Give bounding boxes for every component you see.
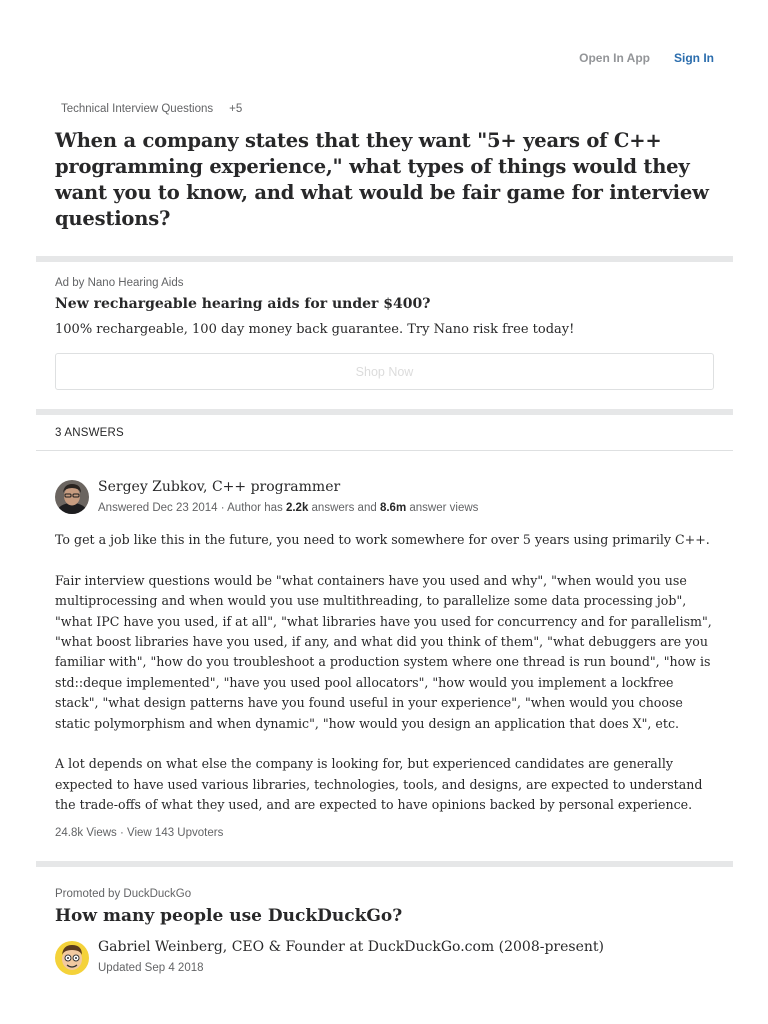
topic-list — [61, 103, 242, 115]
avatar-photo — [55, 480, 89, 514]
promoted-title[interactable]: How many people use DuckDuckGo? — [55, 906, 403, 926]
question-title: When a company states that they want "5+ years of C++ programming experience," what types of things would they want you to know, and what would be fair game for interview questions? — [55, 129, 709, 230]
shop-now-button[interactable]: Shop Now — [55, 353, 714, 390]
author-name[interactable]: Sergey Zubkov, C++ programmer — [98, 479, 341, 495]
views-total: 8.6m — [379, 502, 407, 514]
ad-sponsor: Ad by Nano Hearing Aids — [55, 277, 184, 289]
promoted-meta: Updated Sep 4 2018 — [98, 962, 204, 974]
header-links — [579, 51, 714, 65]
topic-link[interactable]: Technical Interview Questions — [61, 103, 214, 115]
answers-total: 2.2k — [285, 502, 309, 514]
divider — [36, 256, 733, 262]
sign-in-link[interactable]: Sign In — [674, 51, 714, 65]
cartoon-face-icon — [55, 941, 89, 975]
divider — [36, 861, 733, 867]
answers-count: 3 ANSWERS — [55, 427, 124, 439]
answer-date: Answered Dec 23 2014 · Author has — [98, 502, 286, 514]
answer-paragraph: A lot depends on what else the company is looking for, but experienced candidates are generally expected to have used various libraries, technologies, tools, and designs, are expected to understand the trade-offs of what they used, and are expected to have opinions backed by personal experience. — [55, 756, 703, 813]
promoted-author-avatar[interactable] — [55, 941, 89, 975]
answer-meta — [98, 502, 478, 514]
answer-paragraph: Fair interview questions would be "what containers have you used and why", "when would you use multiprocessing and when would you use multithreading, to parallelize some data processing job", "what IPC have you used, if at all", "what libraries have you used for concurrency and for parallelism", "what boost libraries have you used, if any, and what did you think of them", "what debuggers are you familiar with", "how do you troubleshoot a production system where one thread is run bound", "how is std::deque implemented", "have you used pool allocators", "how would you implement a lockfree stack", "what design patterns have you found useful in your experience", "when would you choose static polymorphism and when dynamic", "how would you design an application that does X", etc. — [55, 572, 712, 731]
answer-stats[interactable]: 24.8k Views · View 143 Upvoters — [55, 827, 224, 839]
answer-paragraph: To get a job like this in the future, you need to work somewhere for over 5 years using primarily C++. — [55, 532, 710, 547]
author-avatar[interactable] — [55, 480, 89, 514]
more-topics-link[interactable]: +5 — [229, 103, 243, 115]
promoted-author-name[interactable]: Gabriel Weinberg, CEO & Founder at DuckDuckGo.com (2008-present) — [98, 939, 604, 955]
ad-text: 100% rechargeable, 100 day money back guarantee. Try Nano risk free today! — [55, 322, 575, 337]
promoted-sponsor: Promoted by DuckDuckGo — [55, 888, 192, 900]
open-in-app-link[interactable]: Open In App — [579, 51, 650, 65]
meta-text: answers and — [308, 502, 380, 514]
divider — [36, 409, 733, 415]
ad-title[interactable]: New rechargeable hearing aids for under $400? — [55, 296, 431, 312]
answer-body — [55, 530, 717, 836]
divider — [36, 450, 733, 451]
meta-text: answer views — [406, 502, 479, 514]
